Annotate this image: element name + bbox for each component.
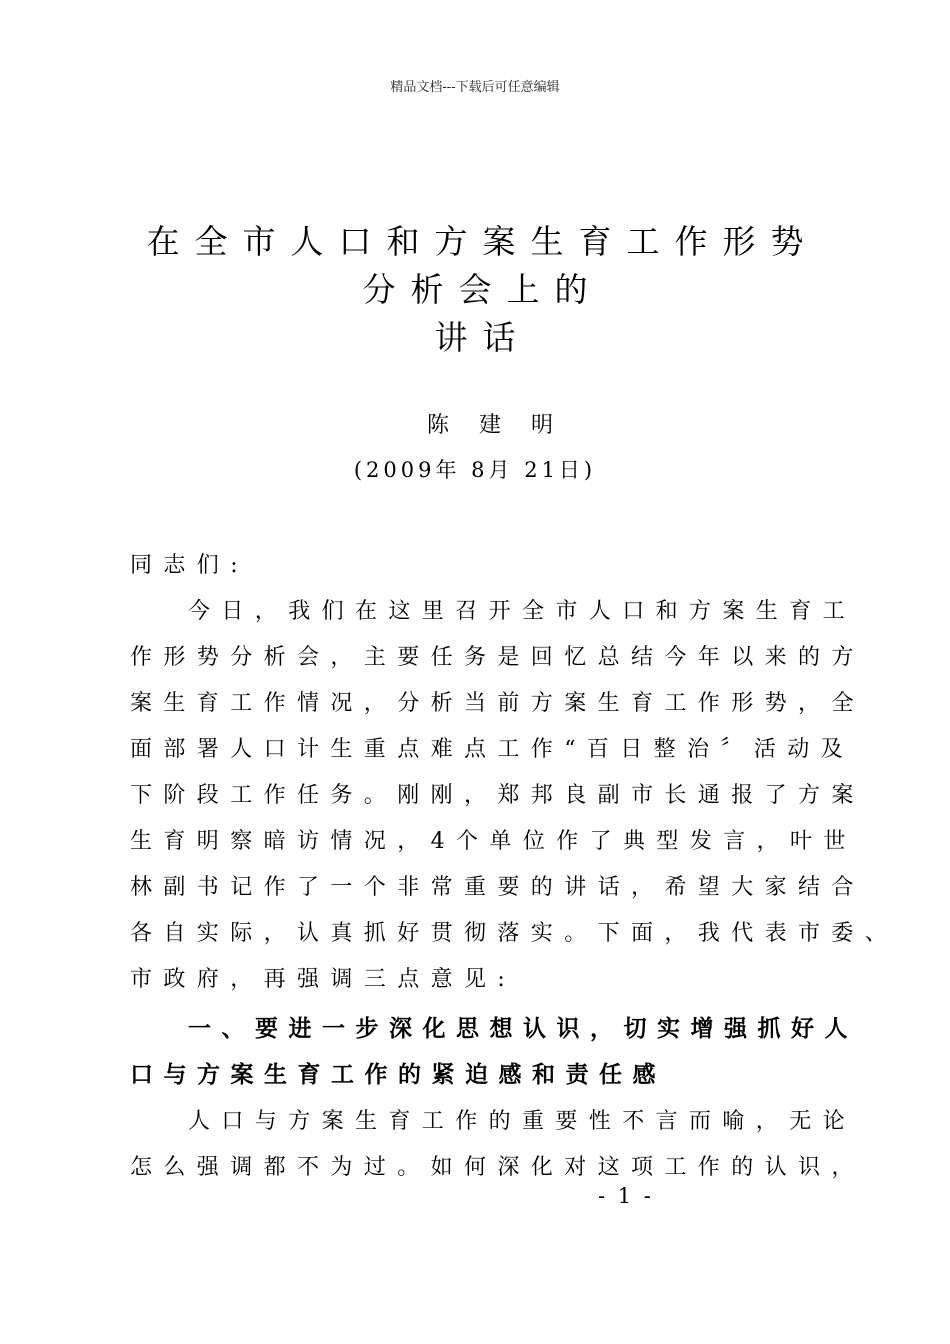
paragraph-line: 案生育工作情况，分析当前方案生育工作形势，全: [130, 691, 865, 716]
header-note: 精品文档---下载后可任意编辑: [390, 80, 560, 95]
paragraph-line: 各自实际，认真抓好贯彻落实。下面，我代表市委、: [130, 921, 899, 946]
paragraph-line: 面部署人口计生重点难点工作“百日整治〞活动及: [130, 737, 855, 762]
title-line-1: 在全市人口和方案生育工作形势: [146, 222, 819, 261]
section-heading: 口与方案生育工作的紧迫感和责任感: [130, 1062, 666, 1088]
paragraph-line: 今日，我们在这里召开全市人口和方案生育工: [188, 599, 857, 624]
salutation: 同志们:: [130, 553, 250, 578]
paragraph-line: 作形势分析会，主要任务是回忆总结今年以来的方: [130, 645, 865, 670]
speech-date: (2009年 8月 21日): [353, 458, 597, 482]
paragraph-line: 人口与方案生育工作的重要性不言而喻，无论: [188, 1109, 857, 1134]
title-line-2: 分析会上的: [362, 270, 603, 309]
title-line-3: 讲话: [434, 318, 531, 357]
paragraph-line: 市政府，再强调三点意见:: [130, 967, 517, 992]
paragraph-line: 林副书记作了一个非常重要的讲话，希望大家结合: [130, 875, 865, 900]
paragraph-line: 生育明察暗访情况，4个单位作了典型发言，叶世: [130, 829, 857, 854]
page-number: - 1 -: [598, 1184, 654, 1208]
document-title: [0, 218, 950, 362]
author-name: 陈建明: [426, 413, 583, 438]
paragraph-line: 下阶段工作任务。刚刚，郑邦良副市长通报了方案: [130, 783, 865, 808]
section-heading: 一、要进一步深化思想认识，切实增强抓好人: [188, 1016, 858, 1042]
paragraph-line: 怎么强调都不为过。如何深化对这项工作的认识，: [130, 1155, 865, 1180]
